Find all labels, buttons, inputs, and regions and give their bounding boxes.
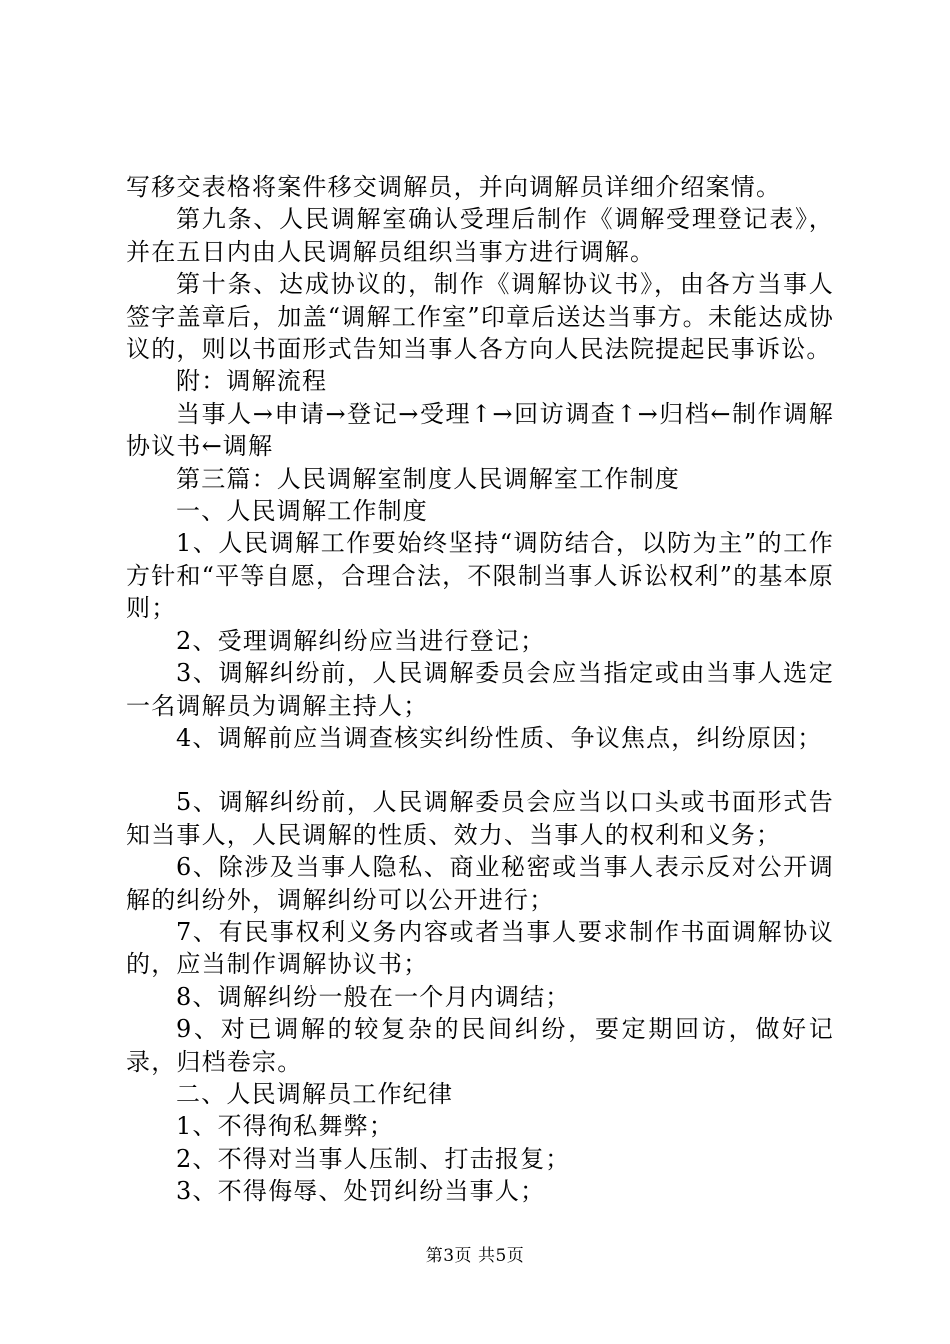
- paragraph-gap: [126, 754, 834, 786]
- paragraph-3: 第十条、达成协议的，制作《调解协议书》，由各方当事人签字盖章后，加盖“调解工作室”印章后送达当事方。未能达成协议的，则以书面形式告知当事人各方向人民法院提起民事诉讼。: [126, 270, 834, 364]
- paragraph-5: 当事人→申请→登记→受理↑→回访调查↑→归档←制作调解协议书←调解: [126, 399, 834, 461]
- document-body: [126, 171, 834, 1208]
- paragraph-18: 1、不得徇私舞弊；: [176, 1112, 395, 1141]
- paragraph-7: 一、人民调解工作制度: [176, 497, 428, 526]
- paragraph-20: 3、不得侮辱、处罚纠纷当事人；: [176, 1177, 546, 1206]
- paragraph-1: 写移交表格将案件移交调解员，并向调解员详细介绍案情。: [126, 173, 782, 201]
- paragraph-13: 6、除涉及当事人隐私、商业秘密或当事人表示反对公开调解的纠纷外，调解纠纷可以公开进行；: [126, 853, 834, 914]
- paragraph-10: 3、调解纠纷前，人民调解委员会应当指定或由当事人选定一名调解员为调解主持人；: [126, 659, 834, 720]
- paragraph-12: 5、调解纠纷前，人民调解委员会应当以口头或书面形式告知当事人，人民调解的性质、效力、当事人的权利和义务；: [126, 788, 834, 849]
- paragraph-8: 1、人民调解工作要始终坚持“调防结合，以防为主”的工作方针和“平等自愿，合理合法，不限制当事人诉讼权利”的基本原则；: [126, 529, 834, 623]
- paragraph-15: 8、调解纠纷一般在一个月内调结；: [176, 982, 571, 1011]
- paragraph-17: 二、人民调解员工作纪律: [176, 1079, 454, 1108]
- paragraph-4: 附：调解流程: [176, 367, 328, 396]
- paragraph-19: 2、不得对当事人压制、打击报复；: [176, 1144, 571, 1173]
- page-footer: 第3页 共5页: [425, 1246, 525, 1266]
- paragraph-16: 9、对已调解的较复杂的民间纠纷，要定期回访，做好记录，归档卷宗。: [126, 1015, 834, 1076]
- paragraph-2: 第九条、人民调解室确认受理后制作《调解受理登记表》，并在五日内由人民调解员组织当事方进行调解。: [126, 205, 834, 266]
- paragraph-14: 7、有民事权利义务内容或者当事人要求制作书面调解协议的，应当制作调解协议书；: [126, 917, 834, 979]
- paragraph-6: 第三篇：人民调解室制度人民调解室工作制度: [176, 464, 680, 493]
- paragraph-11: 4、调解前应当调查核实纠纷性质、争议焦点，纠纷原因；: [176, 723, 823, 752]
- paragraph-9: 2、受理调解纠纷应当进行登记；: [176, 626, 546, 655]
